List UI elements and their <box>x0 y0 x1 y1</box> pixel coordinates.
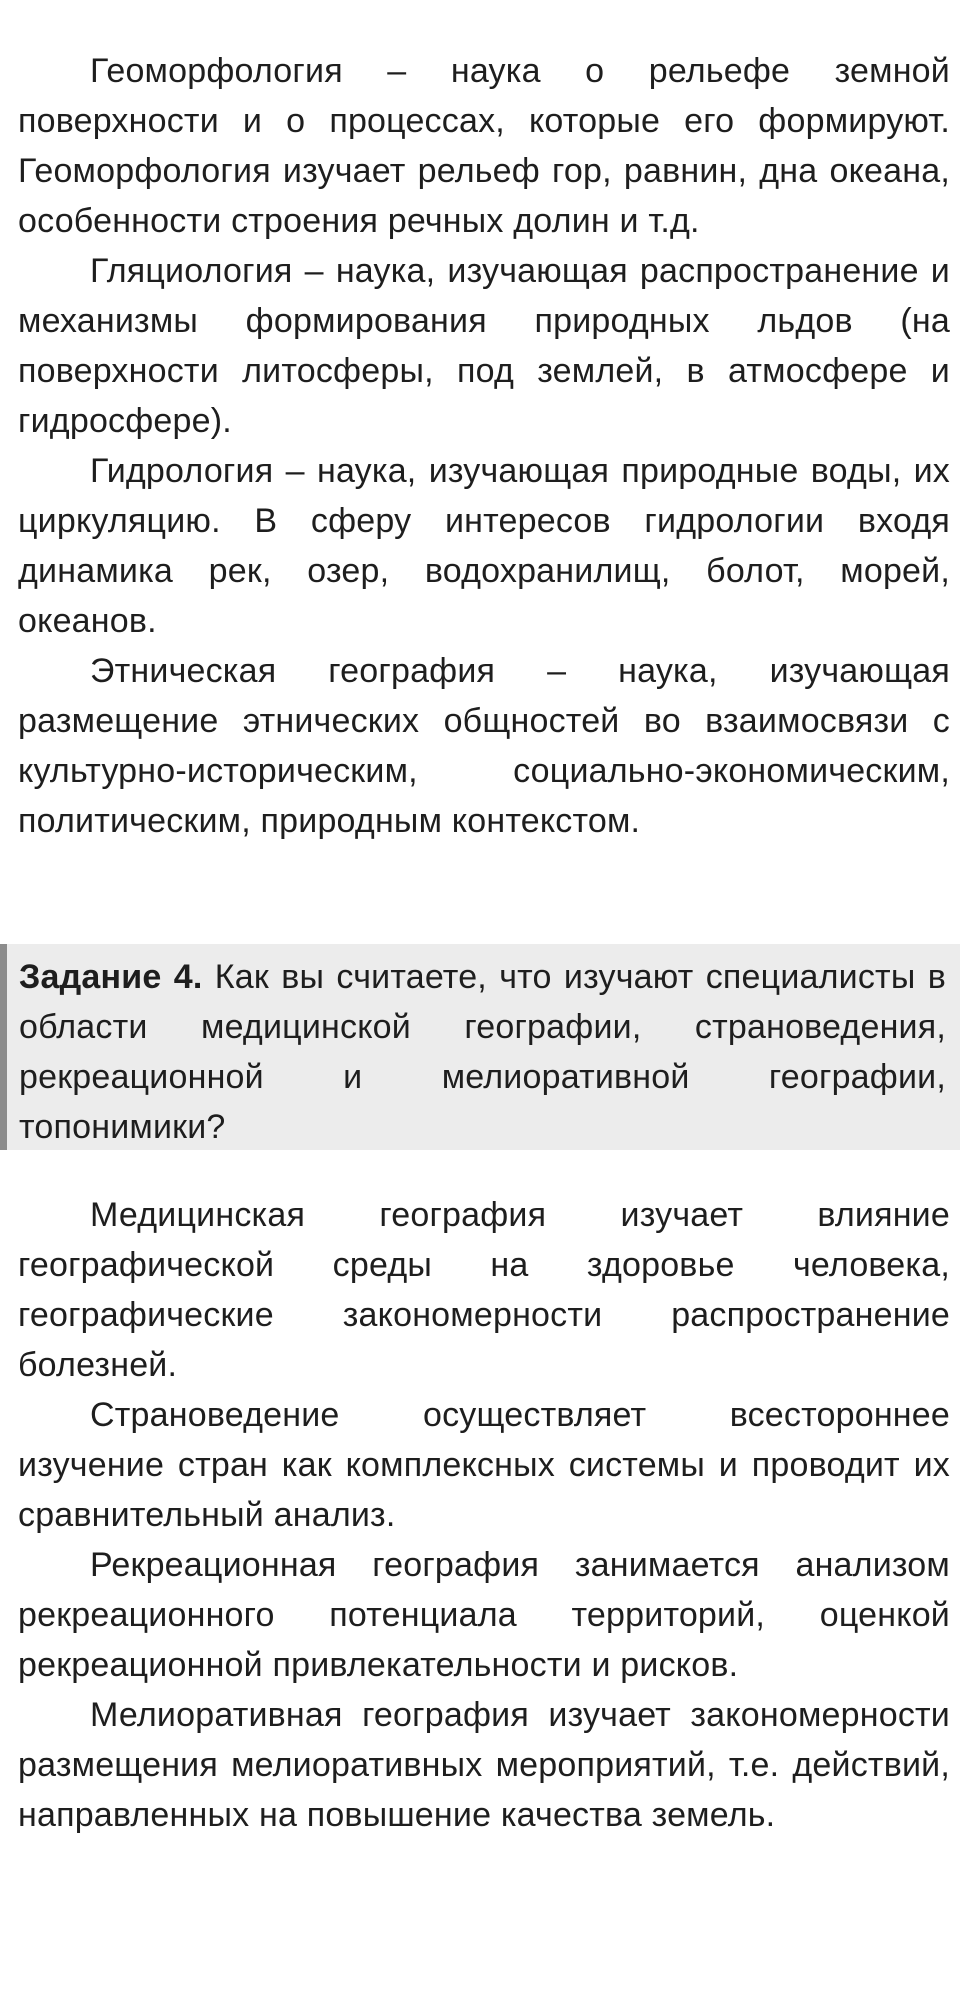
task-box <box>0 944 960 1150</box>
paragraph-reclamation-geography: Мелиоративная география изучает закономерности размещения мелиоративных мероприятий, т.е. действий, направленных на повышение качества земель. <box>18 1696 950 1834</box>
task-question <box>19 952 946 1152</box>
answer-section-top <box>18 46 950 846</box>
paragraph-hydrology: Гидрология – наука, изучающая природные воды, их циркуляцию. В сферу интересов гидрологии входя динамика рек, озер, водохранилищ, болот, морей, океанов. <box>18 452 950 640</box>
paragraph-medical-geography: Медицинская география изучает влияние географической среды на здоровье человека, географические закономерности распространение болезней. <box>18 1196 950 1384</box>
task-text: Как вы считаете, что изучают специалисты в области медицинской географии, страноведения, рекреационной и мелиоративной географии, топонимики? <box>19 958 946 1146</box>
paragraph-recreational-geography: Рекреационная география занимается анализом рекреационного потенциала территорий, оценкой рекреационной привлекательности и рисков. <box>18 1546 950 1684</box>
answer-section-bottom <box>18 1190 950 1840</box>
paragraph-geomorphology: Геоморфология – наука о рельефе земной поверхности и о процессах, которые его формируют. Геоморфология изучает рельеф гор, равнин, дна океана, особенности строения речных долин и т.д. <box>18 52 950 240</box>
paragraph-country-studies: Страноведение осуществляет всестороннее изучение стран как комплексных системы и проводит их сравнительный анализ. <box>18 1396 950 1534</box>
task-label: Задание 4. <box>19 958 203 996</box>
paragraph-ethnic-geography: Этническая география – наука, изучающая размещение этнических общностей во взаимосвязи с культурно-историческим, социально-экономическим, политическим, природным контекстом. <box>18 652 950 840</box>
paragraph-glaciology: Гляциология – наука, изучающая распространение и механизмы формирования природных льдов (на поверхности литосферы, под землей, в атмосфере и гидросфере). <box>18 252 950 440</box>
